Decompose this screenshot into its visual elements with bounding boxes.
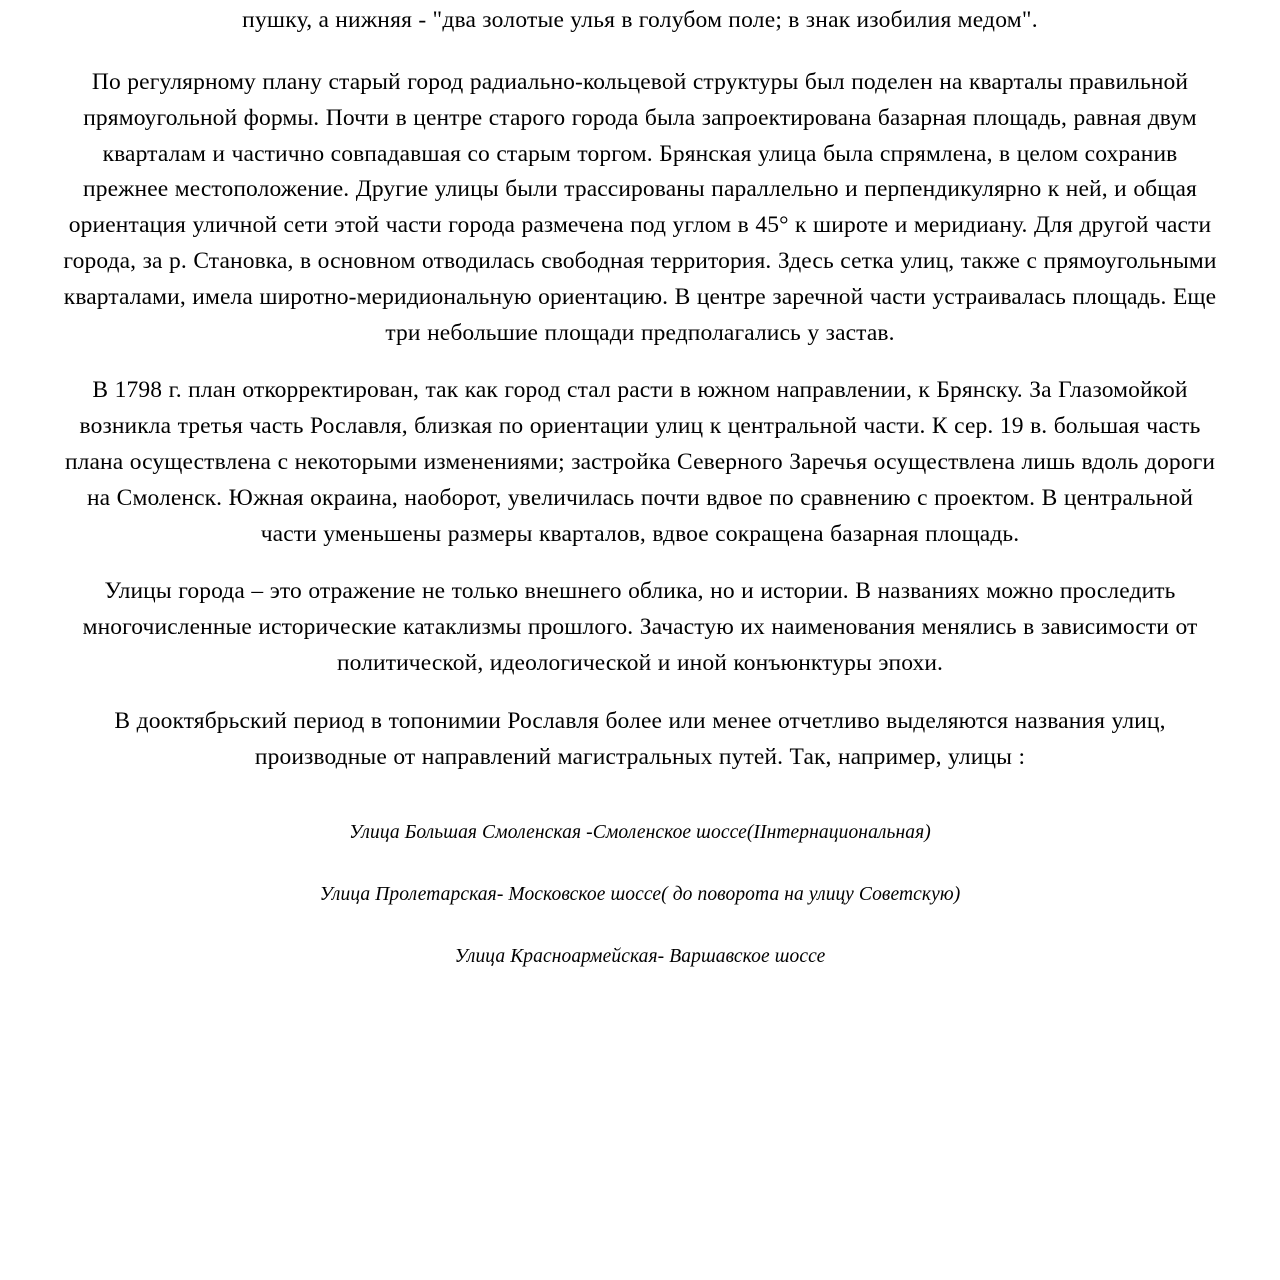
body-paragraph-2: В 1798 г. план откорректирован, так как город стал расти в южном направлении, к Брянску. За Глазомойкой возникла третья часть Рославля, близкая по ориентации улиц к центральной части. К сер. 19 в. большая часть плана осуществлена с некоторыми изменениями; застройка Северного Заречья осуществлена лишь вдоль дороги на Смоленск. Южная окраина, наоборот, увеличилась почти вдвое по сравнению с проектом. В центральной части уменьшены размеры кварталов, вдвое сокращена базарная площадь. [64,377,1216,547]
body-paragraph-3: Улицы города – это отражение не только внешнего облика, но и истории. В названиях можно проследить многочисленные исторические катаклизмы прошлого. Зачастую их наименования менялись в зависимости от политической, идеологической и иной конъюнктуры эпохи. [82,578,1198,676]
street-name-list [62,820,1218,970]
body-paragraph-4: В дооктябрьский период в топонимии Рославля более или менее отчетливо выделяются названия улиц, производные от направлений магистральных путей. Так, например, улицы : [114,707,1166,770]
street-list-item: Улица Пролетарская- Московское шоссе( до поворота на улицу Советскую) [319,884,961,906]
continuation-line: пушку, а нижняя - "два золотые улья в голубом поле; в знак изобилия медом". [242,7,1038,33]
street-list-item: Улица Красноармейская- Варшавское шоссе [454,946,826,968]
body-paragraph-1: По регулярному плану старый город радиально-кольцевой структуры был поделен на кварталы правильной прямоугольной формы. Почти в центре старого города была запроектирована базарная площадь, равная двум кварталам и частично совпадавшая со старым торгом. Брянская улица была спрямлена, в целом сохранив прежнее местоположение. Другие улицы были трассированы параллельно и перпендикулярно к ней, и общая ориентация уличной сети этой части города размечена под углом в 45° к широте и меридиану. Для другой части города, за р. Становка, в основном отводилась свободная территория. Здесь сетка улиц, также с прямоугольными кварталами, имела широтно-меридиональную ориентацию. В центре заречной части устраивалась площадь. Еще три небольшие площади предполагались у застав. [63,69,1217,346]
street-list-item: Улица Большая Смоленская -Смоленское шоссе(IIнтернациональная) [349,822,931,844]
